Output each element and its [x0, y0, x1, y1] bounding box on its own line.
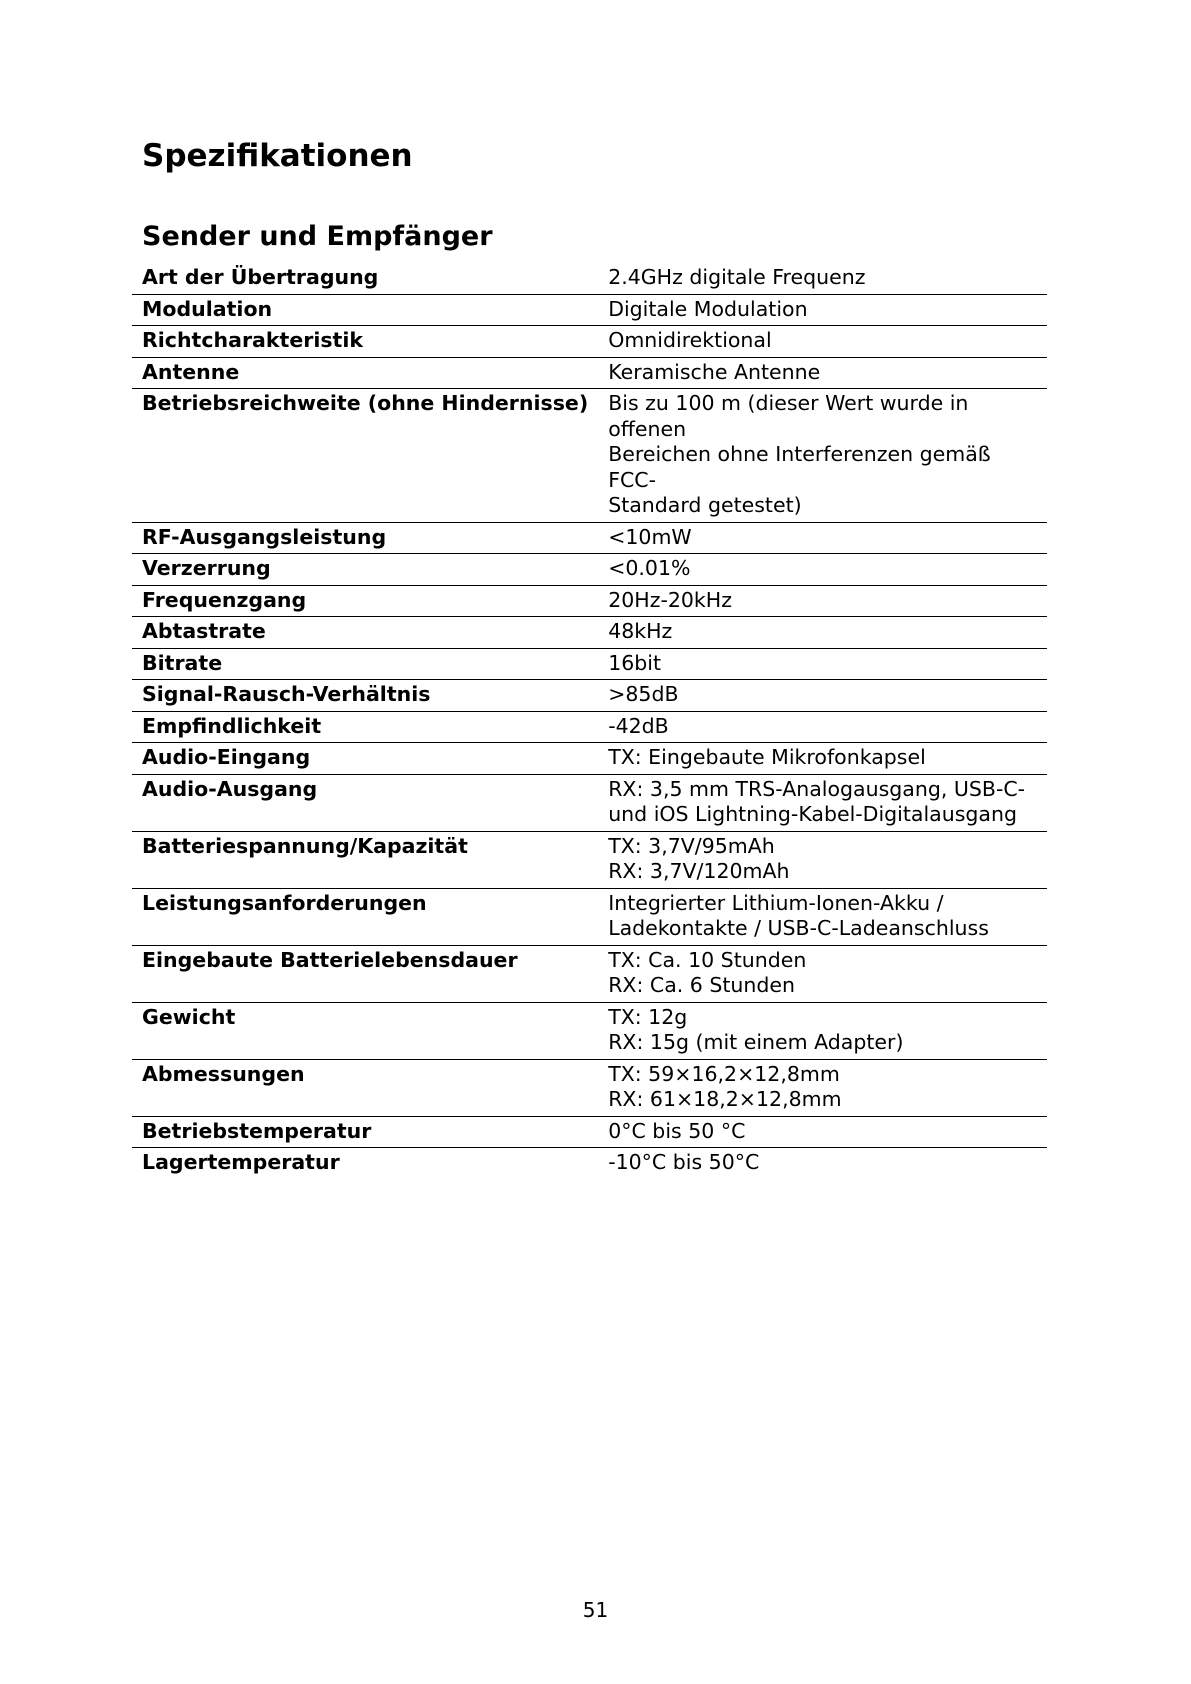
spec-label: Verzerrung	[132, 554, 598, 586]
spec-value	[598, 1002, 1047, 1059]
spec-value	[598, 389, 1047, 523]
spec-value	[598, 357, 1047, 389]
spec-label: Art der Übertragung	[132, 263, 598, 294]
spec-label: Signal-Rausch-Verhältnis	[132, 680, 598, 712]
page-title: Spezifikationen	[142, 138, 413, 174]
spec-value	[598, 774, 1047, 831]
spec-value-line: 16bit	[608, 650, 662, 675]
spec-row	[132, 1059, 1047, 1116]
spec-value	[598, 648, 1047, 680]
spec-row	[132, 945, 1047, 1002]
spec-value-line: RX: 3,7V/120mAh	[608, 859, 790, 883]
spec-label: Frequenzgang	[132, 585, 598, 617]
spec-row	[132, 711, 1047, 743]
spec-value-line: -10°C bis 50°C	[608, 1150, 760, 1174]
spec-value	[598, 1116, 1047, 1148]
spec-value-line: Digitale Modulation	[608, 296, 808, 321]
spec-label: Abtastrate	[132, 617, 598, 649]
spec-row	[132, 263, 1047, 294]
spec-label: Empfindlichkeit	[132, 711, 598, 743]
spec-row	[132, 617, 1047, 649]
spec-value	[598, 522, 1047, 554]
spec-value-line: 2.4GHz digitale Frequenz	[608, 265, 866, 289]
spec-label: Lagertemperatur	[142, 1150, 340, 1174]
spec-value	[598, 711, 1047, 743]
spec-row	[132, 774, 1047, 831]
spec-value-line: RX: 61×18,2×12,8mm	[608, 1087, 842, 1111]
spec-value	[598, 888, 1047, 945]
spec-row	[132, 1002, 1047, 1059]
spec-row	[132, 357, 1047, 389]
spec-value-line: RX: Ca. 6 Stunden	[608, 973, 796, 997]
spec-row	[132, 680, 1047, 712]
section-title: Sender und Empfänger	[142, 221, 493, 252]
spec-value-line: Keramische Antenne	[608, 359, 821, 384]
spec-label: Antenne	[132, 357, 598, 389]
spec-label: RF-Ausgangsleistung	[132, 522, 598, 554]
spec-value	[598, 945, 1047, 1002]
spec-table	[132, 263, 1047, 1179]
spec-row	[132, 1148, 1047, 1179]
spec-value-line: und iOS Lightning-Kabel-Digitalausgang	[608, 802, 1017, 826]
spec-label: Betriebsreichweite (ohne Hindernisse)	[132, 389, 598, 523]
spec-value-line: <0.01%	[608, 556, 691, 580]
spec-label: Betriebstemperatur	[132, 1116, 598, 1148]
spec-value-line: >85dB	[608, 682, 679, 706]
spec-value-line: -42dB	[608, 713, 669, 738]
spec-value	[598, 326, 1047, 358]
spec-value-line: Ladekontakte / USB-C-Ladeanschluss	[608, 916, 989, 940]
spec-value	[598, 831, 1047, 888]
spec-row	[132, 554, 1047, 586]
spec-label: Bitrate	[132, 648, 598, 680]
spec-label: Gewicht	[132, 1002, 598, 1059]
spec-value-line: TX: 3,7V/95mAh	[608, 833, 775, 858]
spec-value-line: 20Hz-20kHz	[608, 587, 732, 612]
spec-value	[598, 1059, 1047, 1116]
spec-table-body	[132, 263, 1047, 1179]
spec-value-line: TX: 59×16,2×12,8mm	[608, 1061, 840, 1086]
spec-row	[132, 888, 1047, 945]
spec-label: Eingebaute Batterielebensdauer	[132, 945, 598, 1002]
spec-row	[132, 326, 1047, 358]
spec-value-line: Omnidirektional	[608, 328, 772, 352]
spec-value-line: TX: 12g	[608, 1004, 688, 1029]
spec-value-line: Bis zu 100 m (dieser Wert wurde in offenen	[608, 391, 969, 441]
spec-label: Batteriespannung/Kapazität	[132, 831, 598, 888]
spec-row	[132, 743, 1047, 775]
spec-value-line: RX: 15g (mit einem Adapter)	[608, 1030, 904, 1054]
spec-value	[598, 617, 1047, 649]
spec-value-line: RX: 3,5 mm TRS-Analogausgang, USB-C-	[608, 776, 1026, 801]
spec-value-line: Integrierter Lithium-Ionen-Akku /	[608, 890, 944, 915]
spec-row	[132, 648, 1047, 680]
spec-value-line: Bereichen ohne Interferenzen gemäß FCC-	[608, 442, 991, 492]
spec-row	[132, 831, 1047, 888]
spec-row	[132, 522, 1047, 554]
spec-value	[598, 263, 1047, 294]
spec-label: Modulation	[132, 294, 598, 326]
spec-value-line: Standard getestet)	[608, 493, 802, 517]
spec-value	[598, 554, 1047, 586]
spec-label: Abmessungen	[132, 1059, 598, 1116]
spec-value	[598, 294, 1047, 326]
spec-value-line: TX: Ca. 10 Stunden	[608, 947, 807, 972]
spec-row	[132, 585, 1047, 617]
spec-value-line: TX: Eingebaute Mikrofonkapsel	[608, 745, 926, 769]
spec-value-line: 0°C bis 50 °C	[608, 1118, 746, 1143]
spec-value	[598, 1148, 1047, 1179]
spec-value-line: <10mW	[608, 524, 692, 549]
spec-row	[132, 389, 1047, 523]
spec-value	[598, 743, 1047, 775]
page-number: 51	[582, 1598, 609, 1622]
spec-row	[132, 294, 1047, 326]
spec-label: Audio-Eingang	[132, 743, 598, 775]
spec-label: Audio-Ausgang	[132, 774, 598, 831]
spec-value	[598, 585, 1047, 617]
spec-row	[132, 1116, 1047, 1148]
spec-value	[598, 680, 1047, 712]
spec-value-line: 48kHz	[608, 619, 673, 643]
spec-label: Leistungsanforderungen	[132, 888, 598, 945]
spec-label: Richtcharakteristik	[132, 326, 598, 358]
